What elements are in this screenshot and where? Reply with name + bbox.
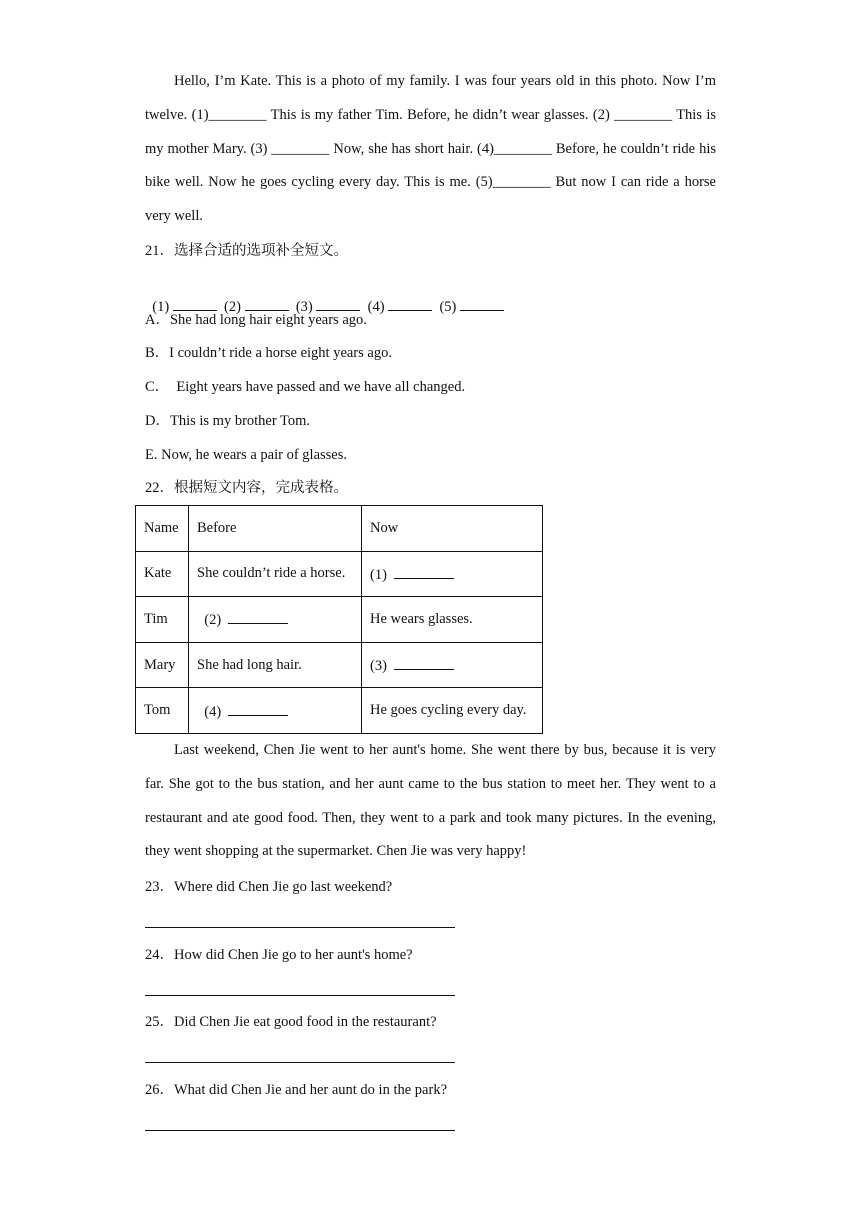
cell-before: She couldn’t ride a horse. <box>189 551 362 597</box>
question-24: 24．How did Chen Jie go to her aunt's home? <box>145 947 413 963</box>
blank-label-5: (5) <box>439 299 457 315</box>
blank-label: (2) <box>197 612 222 629</box>
answer-blank[interactable] <box>228 701 288 716</box>
table-row <box>136 551 543 597</box>
blank-label-1: (1) <box>152 299 170 315</box>
cell-now: He wears glasses. <box>362 597 543 643</box>
question-22-title: 22．根据短文内容，完成表格。 <box>145 480 348 496</box>
passage-kate-family: Hello, I’m Kate. This is a photo of my family. I was four years old in this photo. Now I’m twelve. (1)________ This is my father Tim. Before, he didn’t wear glasses. (2) ________ This is my mother Mary. (3) ________ Now, she has short hair. (4)________ Before, he couldn’t ride his bike well. Now he goes cycling every day. This is me. (5)________ But now I can ride a horse very well. <box>145 73 716 225</box>
answer-blank[interactable] <box>394 564 454 579</box>
cell-name: Tom <box>136 688 189 734</box>
cell-name: Tim <box>136 597 189 643</box>
answer-blank-1[interactable] <box>173 296 217 311</box>
option-c: C． Eight years have passed and we have all changed. <box>145 379 466 395</box>
answer-blank-2[interactable] <box>245 296 289 311</box>
header-now: Now <box>362 506 543 552</box>
cell-before: She had long hair. <box>189 642 362 688</box>
blank-label-3: (3) <box>295 299 313 315</box>
cell-now: He goes cycling every day. <box>362 688 543 734</box>
blank-label-4: (4) <box>367 299 385 315</box>
cell-before-blank[interactable] <box>189 688 362 734</box>
header-before: Before <box>189 506 362 552</box>
blank-label: (3) <box>370 658 387 675</box>
answer-blank-5[interactable] <box>460 296 504 311</box>
blank-label: (1) <box>370 566 387 583</box>
cell-now-blank[interactable] <box>362 551 543 597</box>
cell-name: Kate <box>136 551 189 597</box>
option-b: B．I couldn’t ride a horse eight years ago. <box>145 345 392 361</box>
answer-line-26[interactable] <box>145 1130 455 1131</box>
blank-label-2: (2) <box>224 299 241 315</box>
answer-blank-3[interactable] <box>316 296 360 311</box>
comparison-table <box>135 505 543 734</box>
blank-label: (4) <box>197 703 222 720</box>
option-e: E. Now, he wears a pair of glasses. <box>145 447 347 463</box>
passage-chen-jie: Last weekend, Chen Jie went to her aunt's home. She went there by bus, because it is very far. She got to the bus station, and her aunt came to the bus station to meet her. They went to a restaurant and ate good food. Then, they went to a park and took many pictures. In the evening, they went shopping at the supermarket. Chen Jie was very happy! <box>145 742 716 860</box>
question-26: 26．What did Chen Jie and her aunt do in the park? <box>145 1082 448 1098</box>
answer-line-25[interactable] <box>145 1062 455 1063</box>
cell-now-blank[interactable] <box>362 642 543 688</box>
table-row <box>136 597 543 643</box>
table-row <box>136 688 543 734</box>
answer-line-23[interactable] <box>145 927 455 928</box>
header-name: Name <box>136 506 189 552</box>
option-d: D．This is my brother Tom. <box>145 413 311 429</box>
answer-blank-4[interactable] <box>388 296 432 311</box>
question-25: 25．Did Chen Jie eat good food in the restaurant? <box>145 1014 437 1030</box>
question-23: 23．Where did Chen Jie go last weekend? <box>145 879 393 895</box>
option-a: A．She had long hair eight years ago. <box>145 312 367 328</box>
question-21-title: 21．选择合适的选项补全短文。 <box>145 243 348 259</box>
answer-blank[interactable] <box>228 609 288 624</box>
table-row <box>136 642 543 688</box>
cell-before-blank[interactable] <box>189 597 362 643</box>
table-header-row <box>136 506 543 552</box>
cell-name: Mary <box>136 642 189 688</box>
answer-line-24[interactable] <box>145 995 455 996</box>
answer-blank[interactable] <box>394 655 454 670</box>
